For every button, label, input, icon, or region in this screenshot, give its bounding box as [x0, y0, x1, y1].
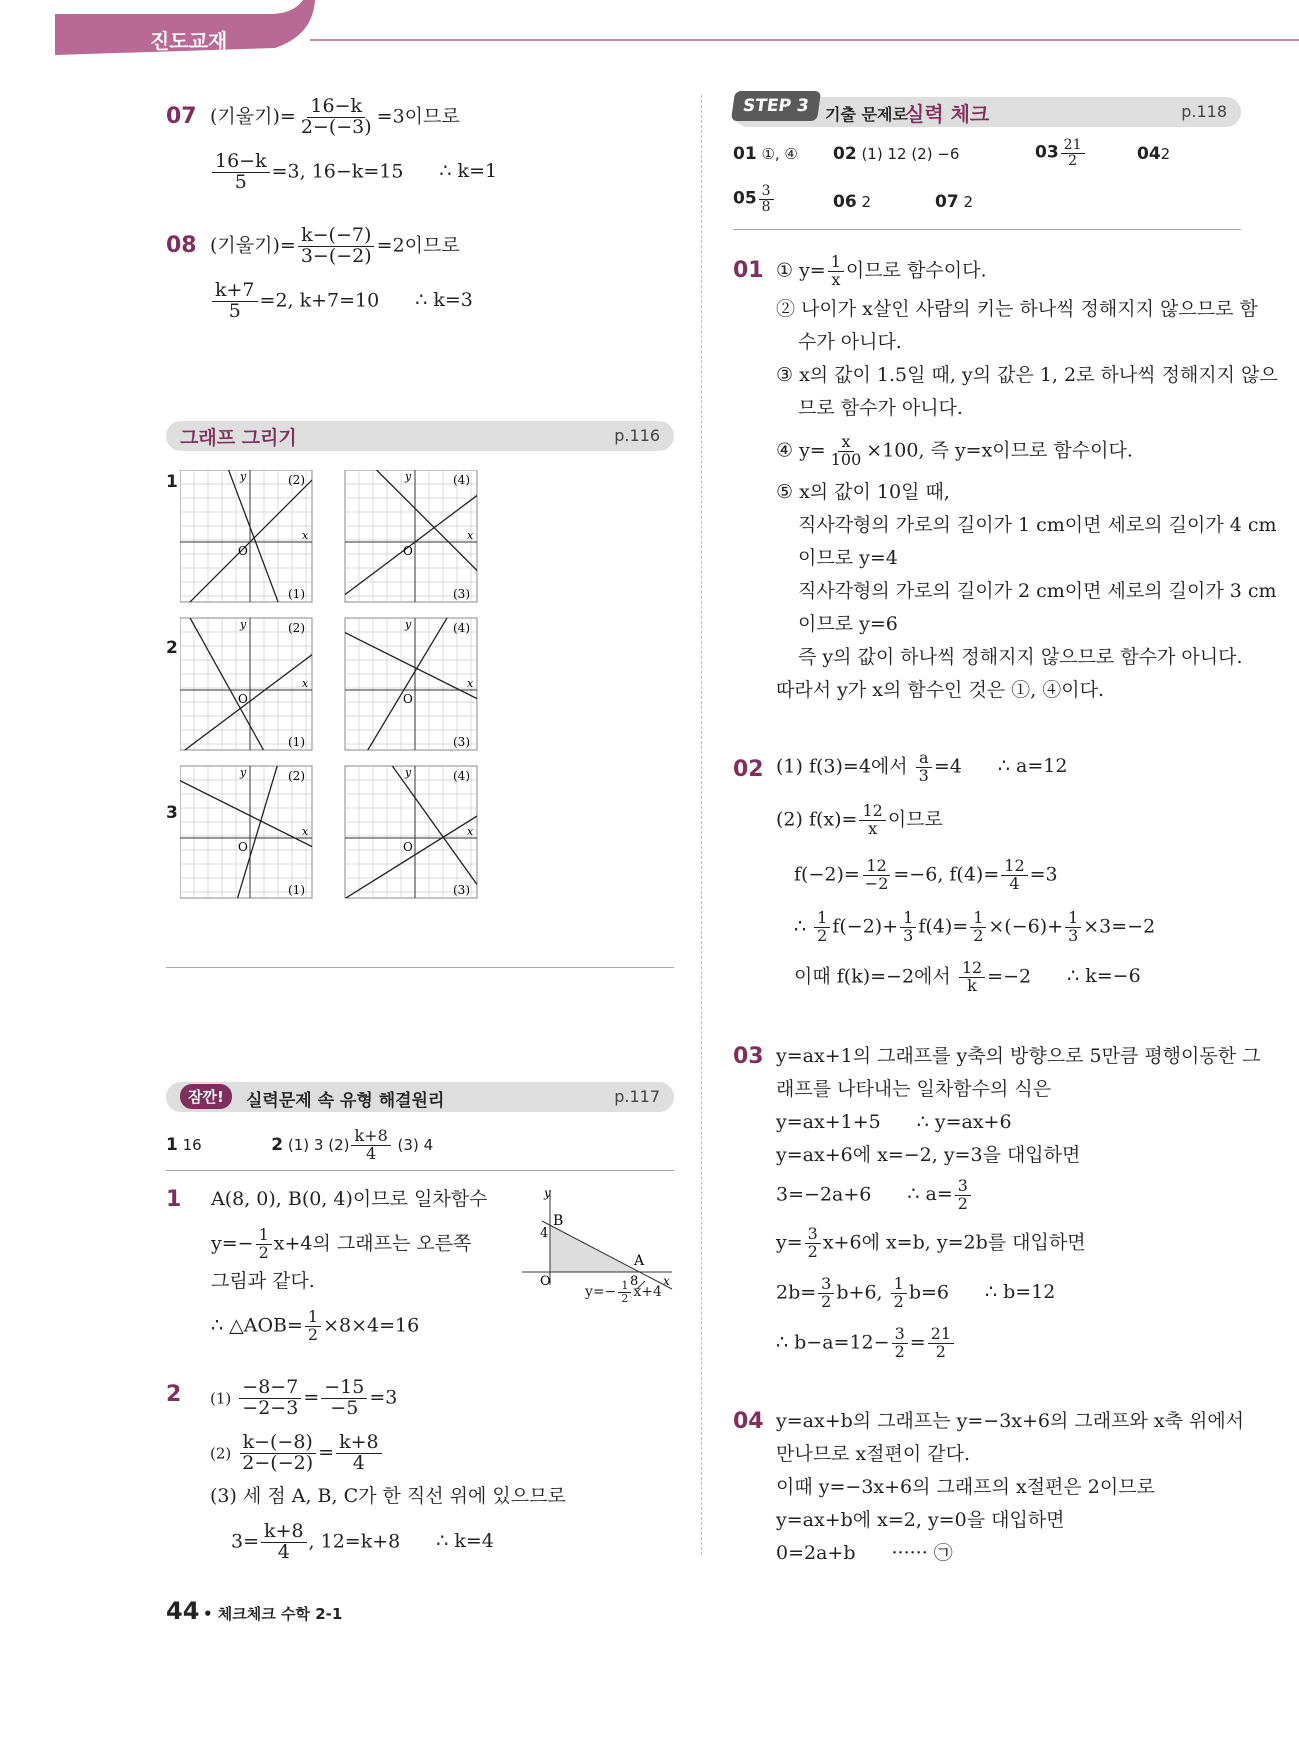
- graph-line-label: (3): [453, 587, 470, 601]
- r-q01-line6: ④ y= $\frac{x}{100}$ ×100, 즉 y=x이므로 함수이다.: [776, 432, 1133, 469]
- r-q03-line3: y=ax+1+5 ∴ y=ax+6: [776, 1111, 1012, 1133]
- step3-title-a: 기출 문제로: [825, 105, 908, 124]
- graph-grid-figures: [180, 470, 540, 960]
- graph-line-label: (2): [288, 769, 305, 783]
- graph-line-label: (1): [288, 587, 305, 601]
- r-q01-line10: 직사각형의 가로의 길이가 2 cm이면 세로의 길이가 3 cm: [798, 580, 1277, 602]
- fig-origin: O: [540, 1274, 551, 1289]
- step3-title-b: 실력 체크: [905, 102, 990, 126]
- r-q01-line7: ⑤ x의 값이 10일 때,: [776, 481, 950, 503]
- graph-line-label: (4): [453, 769, 470, 783]
- graph-section-page: p.116: [614, 426, 660, 445]
- graph-y-label: y: [405, 766, 412, 779]
- graph-y-label: y: [240, 618, 247, 631]
- graph-origin: O: [403, 544, 413, 558]
- r-q01-line2: ② 나이가 x살인 사람의 키는 하나씩 정해지지 않으므로 함: [776, 298, 1258, 320]
- r-q01-number: 01: [733, 258, 764, 283]
- p2-sub3: (3) 세 점 A, B, C가 한 직선 위에 있으므로: [210, 1485, 566, 1507]
- step3-rule: [733, 229, 1241, 230]
- footer-book-title: • 체크체크 수학 2-1: [203, 1605, 343, 1623]
- footer-page-number: 44: [166, 1597, 200, 1625]
- graph-x-label: x: [467, 529, 474, 542]
- graph-y-label: y: [405, 618, 412, 631]
- r-q01-line9: 이므로 y=4: [798, 547, 898, 569]
- r-q02-number: 02: [733, 757, 764, 782]
- graph-origin: O: [238, 840, 248, 854]
- graph-origin: O: [403, 692, 413, 706]
- r-q03-line1: y=ax+1의 그래프를 y축의 방향으로 5만큼 평행이동한 그: [776, 1045, 1261, 1067]
- r-q04-line3: 이때 y=−3x+6의 그래프의 x절편은 2이므로: [776, 1476, 1155, 1498]
- graph-line-label: (2): [288, 621, 305, 635]
- fig-x-label: x: [663, 1274, 670, 1288]
- graph-y-label: y: [240, 766, 247, 779]
- graph-section-bar: [166, 421, 674, 451]
- graph-line-label: (1): [288, 883, 305, 897]
- step3-badge: STEP 3: [731, 91, 821, 121]
- fig-equation: y=− $\frac{1}{2}$ x+4: [585, 1279, 662, 1305]
- q07-line1: (기울기)= $\frac{16-k}{2-(-3)}$ =3이므로: [210, 95, 460, 138]
- step3-answer-02: 02 (1) 12 (2) −6: [833, 144, 960, 164]
- graph-origin: O: [238, 544, 248, 558]
- step3-answer-03: 03 $\frac{21}{2}$: [1035, 138, 1087, 168]
- graph-origin: O: [403, 840, 413, 854]
- tip-section-bar: [166, 1082, 674, 1112]
- r-q01-line1: ① y= $\frac{1}{x}$ 이므로 함수이다.: [776, 252, 987, 289]
- graph-x-label: x: [467, 677, 474, 690]
- r-q02-line4: ∴ $\frac{1}{2}$ f(−2)+ $\frac{1}{3}$ f(4)= $\frac{1}{2}$ ×(−6)+ $\frac{1}{3}$ ×3=−2: [794, 908, 1156, 945]
- header-title: 진도교재: [150, 29, 228, 53]
- step3-answer-07: 07 2: [935, 192, 973, 212]
- r-q04-line2: 만나므로 x절편이 같다.: [776, 1443, 971, 1465]
- p1-line4: ∴ △AOB= $\frac{1}{2}$ ×8×4=16: [211, 1307, 420, 1344]
- r-q03-line2: 래프를 나타내는 일차함수의 식은: [776, 1078, 1052, 1100]
- r-q03-line8: ∴ b−a=12− $\frac{3}{2}$ = $\frac{21}{2}$: [776, 1326, 956, 1361]
- p1-line2: y=− $\frac{1}{2}$ x+4의 그래프는 오른쪽: [211, 1225, 472, 1262]
- r-q03-line6: y= $\frac{3}{2}$ x+6에 x=b, y=2b를 대입하면: [776, 1224, 1086, 1261]
- r-q04-line5: 0=2a+b ······ ㉠: [776, 1542, 953, 1564]
- r-q01-line3: 수가 아니다.: [798, 331, 902, 353]
- fig-tick-8: 8: [630, 1274, 639, 1289]
- tip-title: 실력문제 속 유형 해결원리: [246, 1091, 445, 1111]
- graph-origin: O: [238, 692, 248, 706]
- p1-line3: 그림과 같다.: [211, 1270, 315, 1292]
- r-q04-number: 04: [733, 1409, 764, 1434]
- graph-x-label: x: [302, 529, 309, 542]
- r-q01-line13: 따라서 y가 x의 함수인 것은 ①, ④이다.: [776, 679, 1105, 701]
- r-q01-line8: 직사각형의 가로의 길이가 1 cm이면 세로의 길이가 4 cm: [798, 514, 1277, 536]
- fig-point-a: A: [634, 1253, 645, 1269]
- r-q02-line3: f(−2)= $\frac{12}{-2}$ =−6, f(4)= $\frac{12}{4}$ =3: [794, 856, 1058, 893]
- q08-number: 08: [166, 233, 197, 258]
- step3-answer-01: 01 ①, ④: [733, 144, 798, 164]
- step3-answer-05: 05 $\frac{3}{8}$: [733, 184, 776, 214]
- header-tab: [55, 0, 1299, 60]
- p2-sub1: (1) $\frac{-8-7}{-2-3}$ = $\frac{-15}{-5}$ =3: [210, 1376, 398, 1419]
- p1-number: 1: [166, 1187, 182, 1212]
- graph-line-label: (4): [453, 473, 470, 487]
- p1-line1: A(8, 0), B(0, 4)이므로 일차함수: [211, 1188, 488, 1210]
- r-q01-line11: 이므로 y=6: [798, 613, 898, 635]
- graph-row3-number: 3: [166, 803, 178, 823]
- r-q03-number: 03: [733, 1044, 764, 1069]
- r-q03-line5: 3=−2a+6 ∴ a= $\frac{3}{2}$: [776, 1178, 973, 1213]
- step3-page: p.118: [1181, 102, 1227, 121]
- tip-answers: 1 16 2 (1) 3 (2) $\frac{k+8}{4}$ (3) 4: [166, 1126, 434, 1163]
- q08-line1: (기울기)= $\frac{k-(-7)}{3-(-2)}$ =2이므로: [210, 224, 460, 267]
- r-q04-line1: y=ax+b의 그래프는 y=−3x+6의 그래프와 x축 위에서: [776, 1410, 1245, 1432]
- graph-row1-number: 1: [166, 472, 178, 492]
- graph-x-label: x: [302, 825, 309, 838]
- graph-section-title: 그래프 그리기: [180, 427, 297, 449]
- r-q02-line5: 이때 f(k)=−2에서 $\frac{12}{k}$ =−2 ∴ k=−6: [794, 958, 1141, 995]
- p2-number: 2: [166, 1382, 182, 1407]
- step3-answer-06: 06 2: [833, 192, 871, 212]
- graph-line-label: (4): [453, 621, 470, 635]
- graph-row2-number: 2: [166, 638, 178, 658]
- graph-x-label: x: [302, 677, 309, 690]
- graph-line-label: (2): [288, 473, 305, 487]
- q08-line2: $\frac{k+7}{5}$ =2, k+7=10 ∴ k=3: [210, 281, 473, 322]
- step3-bar: [733, 97, 1241, 127]
- p2-sub2: (2) $\frac{k-(-8)}{2-(-2)}$ = $\frac{k+8}{4}$: [210, 1433, 384, 1474]
- fig-point-b: B: [553, 1213, 564, 1229]
- step3-answer-04: 042: [1137, 144, 1171, 164]
- r-q03-line7: 2b= $\frac{3}{2}$ b+6, $\frac{1}{2}$ b=6 ∴ b=12: [776, 1274, 1056, 1311]
- r-q02-line2: (2) f(x)= $\frac{12}{x}$ 이므로: [776, 801, 943, 838]
- q07-number: 07: [166, 104, 197, 129]
- graph-y-label: y: [240, 470, 247, 483]
- r-q01-line5: 므로 함수가 아니다.: [798, 397, 963, 419]
- graph-y-label: y: [405, 470, 412, 483]
- column-divider: [701, 95, 702, 1555]
- tip-page: p.117: [614, 1087, 660, 1106]
- graph-section-rule: [166, 967, 674, 968]
- r-q01-line12: 즉 y의 값이 하나씩 정해지지 않으므로 함수가 아니다.: [798, 646, 1243, 668]
- tip-badge: 잠깐!: [180, 1084, 232, 1109]
- r-q04-line4: y=ax+b에 x=2, y=0을 대입하면: [776, 1509, 1065, 1531]
- graph-line-label: (1): [288, 735, 305, 749]
- fig-y-label: y: [544, 1186, 551, 1200]
- graph-line-label: (3): [453, 883, 470, 897]
- fig-tick-4: 4: [540, 1226, 549, 1241]
- graph-x-label: x: [467, 825, 474, 838]
- graph-line-label: (3): [453, 735, 470, 749]
- tip-section-rule: [166, 1170, 674, 1171]
- r-q03-line4: y=ax+6에 x=−2, y=3을 대입하면: [776, 1144, 1081, 1166]
- r-q02-line1: (1) f(3)=4에서 $\frac{a}{3}$ =4 ∴ a=12: [776, 748, 1068, 785]
- r-q01-line4: ③ x의 값이 1.5일 때, y의 값은 1, 2로 하나씩 정해지지 않으: [776, 364, 1278, 386]
- p2-sub3-calc: 3= $\frac{k+8}{4}$ , 12=k+8 ∴ k=4: [231, 1520, 494, 1563]
- q07-line2: $\frac{16-k}{5}$ =3, 16−k=15 ∴ k=1: [210, 152, 497, 193]
